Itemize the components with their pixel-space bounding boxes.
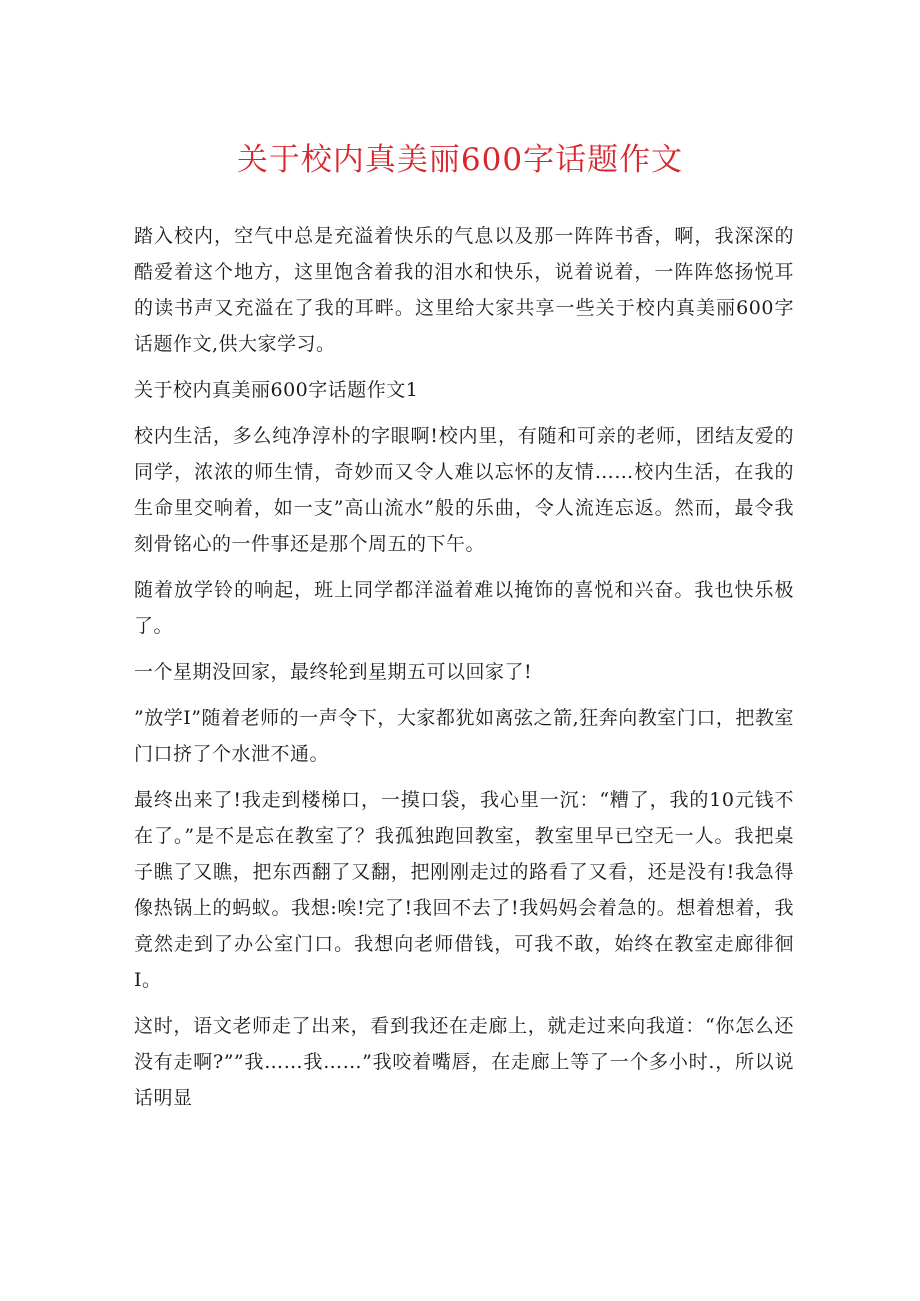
paragraph: ”放学I”随着老师的一声令下，大家都犹如离弦之箭,狂奔向教室门口，把教室门口挤了个水泄不通。 (134, 707, 794, 765)
document-title: 关于校内真美丽600字话题作文 (236, 142, 684, 178)
paragraph: 这时，语文老师走了出来，看到我还在走廊上，就走过来向我道：“你怎么还没有走啊?””我……我……”我咬着嘴唇，在走廊上等了一个多小时.，所以说话明显 (134, 1015, 794, 1109)
document-body (134, 218, 794, 1126)
paragraph: 一个星期没回家，最终轮到星期五可以回家了! (134, 661, 533, 683)
section-heading: 关于校内真美丽600字话题作文1 (134, 379, 419, 401)
paragraph: 随着放学铃的响起，班上同学都洋溢着难以掩饰的喜悦和兴奋。我也快乐极了。 (134, 579, 794, 637)
paragraph: 校内生活，多么纯净淳朴的字眼啊!校内里，有随和可亲的老师，团结友爱的同学，浓浓的师生情，奇妙而又令人难以忘怀的友情……校内生活，在我的生命里交响着，如一支”高山流水”般的乐曲，令人流连忘返。然而，最令我刻骨铭心的一件事还是那个周五的下午。 (134, 425, 794, 555)
paragraph: 最终出来了!我走到楼梯口，一摸口袋，我心里一沉：“糟了，我的10元钱不在了。”是不是忘在教室了？我孤独跑回教室，教室里早已空无一人。我把桌子瞧了又瞧，把东西翻了又翻，把刚刚走过的路看了又看，还是没有!我急得像热锅上的蚂蚁。我想:唉!完了!我回不去了!我妈妈会着急的。想着想着，我竟然走到了办公室门口。我想向老师借钱，可我不敢，始终在教室走廊徘徊I。 (134, 789, 794, 991)
paragraph-intro: 踏入校内，空气中总是充溢着快乐的气息以及那一阵阵书香，啊，我深深的酷爱着这个地方，这里饱含着我的泪水和快乐，说着说着，一阵阵悠扬悦耳的读书声又充溢在了我的耳畔。这里给大家共享一些关于校内真美丽600字话题作文,供大家学习。 (134, 225, 794, 355)
